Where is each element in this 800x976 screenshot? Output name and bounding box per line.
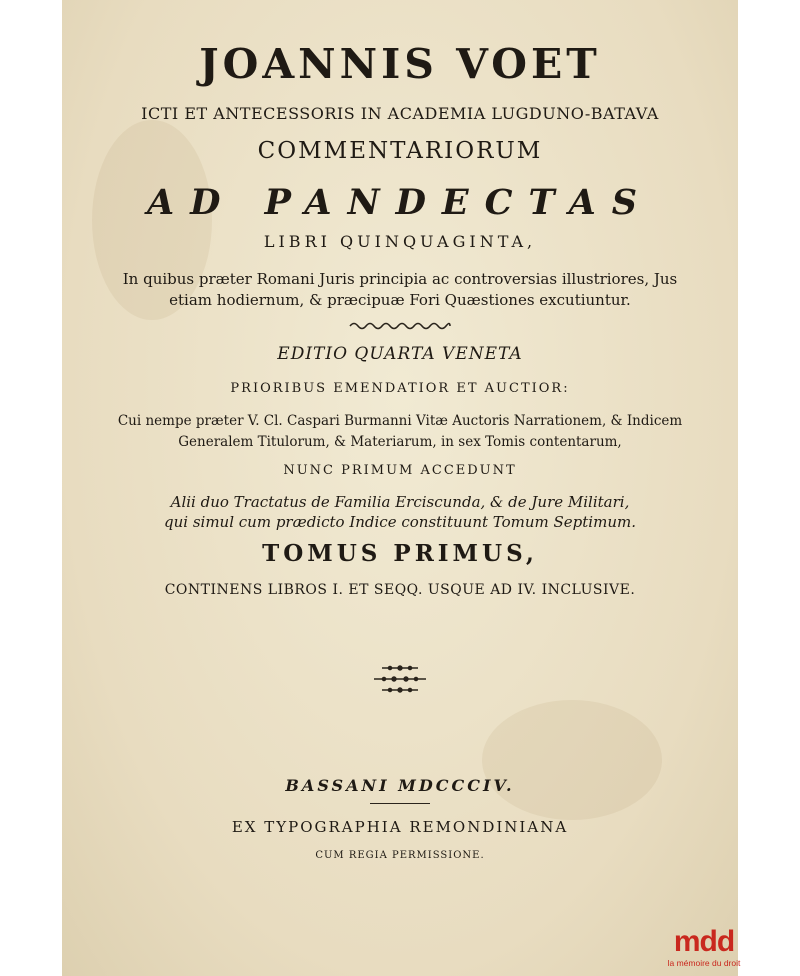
title-page [62, 0, 738, 976]
logo-mark: mdd [673, 925, 735, 958]
work-title-line2: AD PANDECTAS [146, 182, 654, 223]
description-line1: In quibus præter Romani Juris principia ac controversias illustriores, Jus [122, 270, 678, 288]
imprint-place-date: BASSANI MDCCCIV. [285, 776, 515, 795]
wave-ornament-icon [348, 320, 452, 332]
imprint-rule [370, 803, 430, 804]
work-title-line3: LIBRI QUINQUAGINTA, [263, 232, 537, 251]
volume-contents: CONTINENS LIBROS I. ET SEQQ. USQUE AD IV. INCLUSIVE. [164, 582, 636, 598]
paper-stain [482, 700, 662, 820]
author-name: JOANNIS VOET [199, 40, 601, 88]
logo-tagline: la mémoire du droit [667, 958, 741, 968]
contents-line2: Generalem Titulorum, & Materiarum, in sex Tomis contentarum, [178, 434, 622, 450]
volume-title: TOMUS PRIMUS, [262, 540, 538, 567]
mdd-logo [660, 926, 748, 972]
additions-line2: qui simul cum prædicto Indice constituunt Tomum Septimum. [164, 513, 636, 531]
additions-line1: Alii duo Tractatus de Familia Erciscunda, & de Jure Militari, [170, 493, 630, 511]
printer-ornament-icon [338, 664, 462, 696]
work-title-line1: COMMENTARIORUM [257, 138, 543, 164]
edition: EDITIO QUARTA VENETA [277, 344, 523, 364]
permission-note: CUM REGIA PERMISSIONE. [315, 850, 485, 861]
printer-name: EX TYPOGRAPHIA REMONDINIANA [231, 818, 569, 836]
contents-line1: Cui nempe præter V. Cl. Caspari Burmanni Vitæ Auctoris Narrationem, & Indicem [117, 413, 683, 429]
edition-note: PRIORIBUS EMENDATIOR ET AUCTIOR: [230, 381, 570, 396]
accedunt-heading: NUNC PRIMUM ACCEDUNT [283, 463, 517, 478]
description-line2: etiam hodiernum, & præcipuæ Fori Quæstiones excutiuntur. [169, 291, 631, 309]
author-title: ICTI ET ANTECESSORIS IN ACADEMIA LUGDUNO-BATAVA [141, 104, 659, 123]
